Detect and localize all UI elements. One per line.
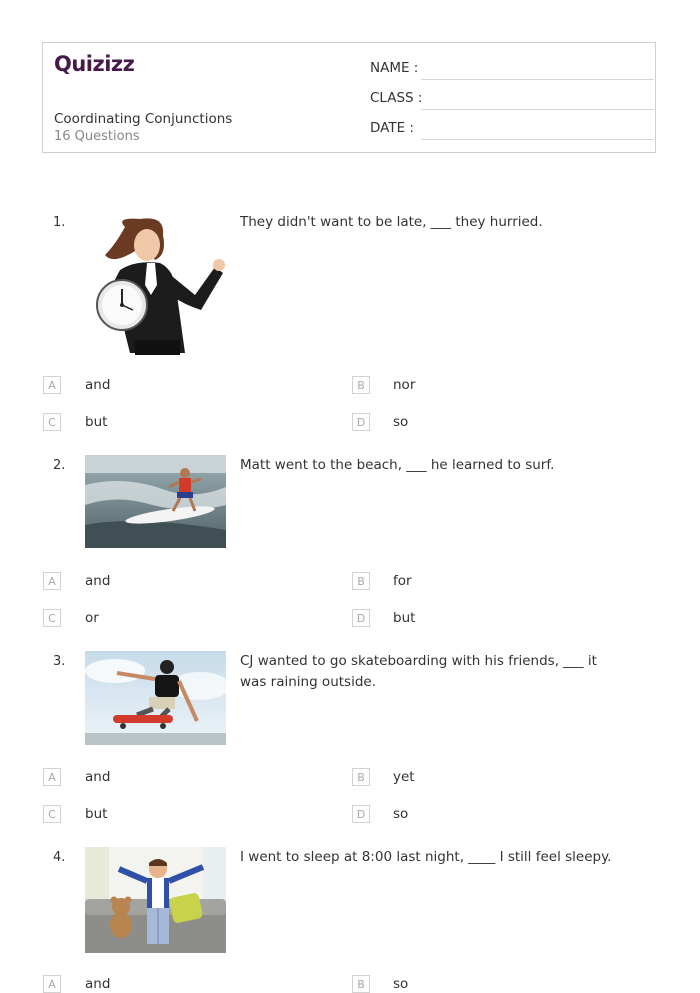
question-3-text: CJ wanted to go skateboarding with his friends, ___ it was raining outside. bbox=[240, 653, 597, 690]
question-3-number: 3. bbox=[53, 654, 66, 669]
q3-option-a-letter[interactable]: A bbox=[43, 768, 61, 786]
class-line bbox=[421, 109, 654, 110]
q3-option-d-letter[interactable]: D bbox=[352, 805, 370, 823]
name-line bbox=[421, 79, 654, 80]
name-field[interactable] bbox=[370, 60, 650, 80]
q1-option-d-text[interactable]: so bbox=[393, 414, 409, 430]
q1-option-a-text[interactable]: and bbox=[85, 377, 111, 393]
question-count: 16 Questions bbox=[54, 129, 140, 144]
worksheet-header bbox=[42, 42, 656, 153]
question-1-text: They didn't want to be late, ___ they hurried. bbox=[240, 214, 543, 230]
quizizz-logo: Quizizz bbox=[54, 52, 135, 76]
q2-option-c-letter[interactable]: C bbox=[43, 609, 61, 627]
q1-option-b-letter[interactable]: B bbox=[352, 376, 370, 394]
class-label: CLASS : bbox=[370, 90, 423, 106]
q1-option-c-letter[interactable]: C bbox=[43, 413, 61, 431]
q4-option-b-letter[interactable]: B bbox=[352, 975, 370, 993]
question-4-image bbox=[85, 847, 226, 953]
q3-option-d-text[interactable]: so bbox=[393, 806, 409, 822]
q1-option-a-letter[interactable]: A bbox=[43, 376, 61, 394]
q4-option-a-letter[interactable]: A bbox=[43, 975, 61, 993]
q2-option-d-text[interactable]: but bbox=[393, 610, 416, 626]
date-line bbox=[421, 139, 654, 140]
question-1-number: 1. bbox=[53, 215, 66, 230]
q4-option-a-text[interactable]: and bbox=[85, 976, 111, 992]
question-4-number: 4. bbox=[53, 850, 66, 865]
q2-option-a-text[interactable]: and bbox=[85, 573, 111, 589]
name-label: NAME : bbox=[370, 60, 419, 76]
question-2-number: 2. bbox=[53, 458, 66, 473]
q2-option-d-letter[interactable]: D bbox=[352, 609, 370, 627]
q2-option-a-letter[interactable]: A bbox=[43, 572, 61, 590]
class-field[interactable] bbox=[370, 90, 650, 110]
q2-option-c-text[interactable]: or bbox=[85, 610, 99, 626]
question-2-image bbox=[85, 455, 226, 548]
q4-option-b-text[interactable]: so bbox=[393, 976, 409, 992]
q3-option-a-text[interactable]: and bbox=[85, 769, 111, 785]
date-field[interactable] bbox=[370, 120, 650, 140]
q1-option-b-text[interactable]: nor bbox=[393, 377, 416, 393]
date-label: DATE : bbox=[370, 120, 414, 136]
q3-option-b-letter[interactable]: B bbox=[352, 768, 370, 786]
q2-option-b-text[interactable]: for bbox=[393, 573, 412, 589]
q3-option-c-letter[interactable]: C bbox=[43, 805, 61, 823]
q3-option-c-text[interactable]: but bbox=[85, 806, 108, 822]
q1-option-c-text[interactable]: but bbox=[85, 414, 108, 430]
q3-option-b-text[interactable]: yet bbox=[393, 769, 415, 785]
worksheet-title: Coordinating Conjunctions bbox=[54, 111, 233, 127]
q2-option-b-letter[interactable]: B bbox=[352, 572, 370, 590]
question-2-text: Matt went to the beach, ___ he learned to surf. bbox=[240, 457, 555, 473]
question-1-image bbox=[85, 215, 226, 355]
question-4-text: I went to sleep at 8:00 last night, ____ I still feel sleepy. bbox=[240, 849, 612, 865]
question-3-image bbox=[85, 651, 226, 745]
q1-option-d-letter[interactable]: D bbox=[352, 413, 370, 431]
